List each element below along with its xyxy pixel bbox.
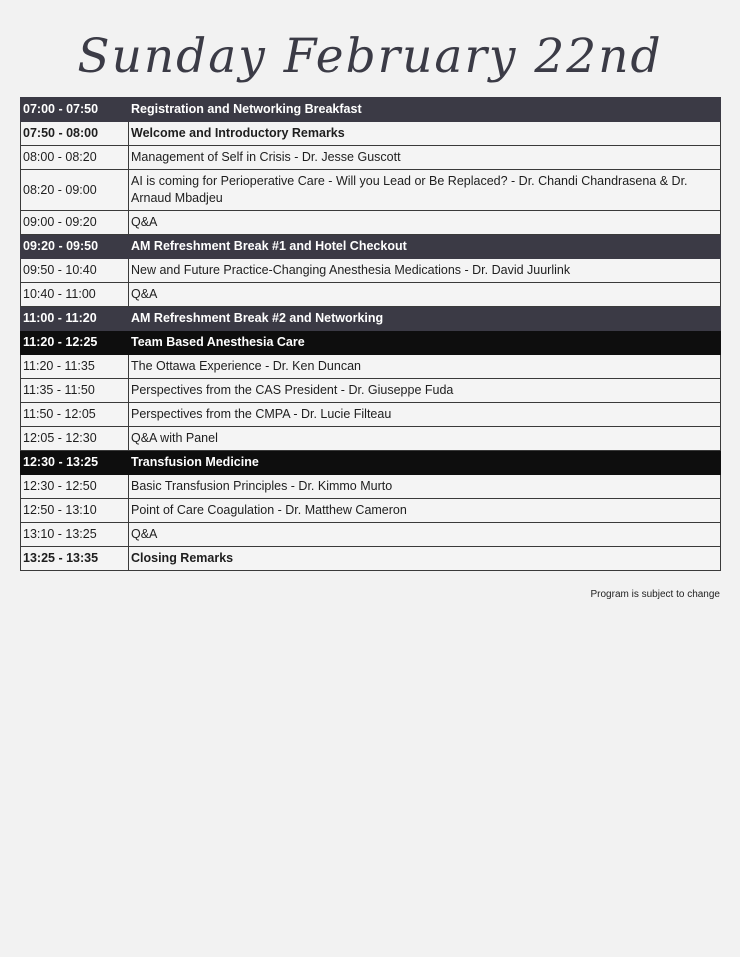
table-row — [21, 259, 721, 283]
session-cell: AI is coming for Perioperative Care - Will you Lead or Be Replaced? - Dr. Chandi Chandrasena & Dr. Arnaud Mbadjeu — [129, 170, 721, 211]
time-cell: 12:50 - 13:10 — [21, 499, 129, 523]
table-row — [21, 547, 721, 571]
session-cell: Transfusion Medicine — [129, 451, 721, 475]
time-cell: 12:30 - 12:50 — [21, 475, 129, 499]
table-row — [21, 122, 721, 146]
time-cell: 13:25 - 13:35 — [21, 547, 129, 571]
session-cell: Perspectives from the CAS President - Dr. Giuseppe Fuda — [129, 379, 721, 403]
session-cell: Q&A — [129, 283, 721, 307]
session-cell: Q&A — [129, 523, 721, 547]
table-row — [21, 283, 721, 307]
page-title: Sunday February 22nd — [77, 29, 663, 84]
schedule-table — [20, 97, 721, 571]
time-cell: 08:20 - 09:00 — [21, 170, 129, 211]
time-cell: 09:00 - 09:20 — [21, 211, 129, 235]
table-row — [21, 475, 721, 499]
time-cell: 13:10 - 13:25 — [21, 523, 129, 547]
time-cell: 10:40 - 11:00 — [21, 283, 129, 307]
table-row — [21, 427, 721, 451]
session-cell: Q&A — [129, 211, 721, 235]
time-cell: 07:50 - 08:00 — [21, 122, 129, 146]
session-cell: AM Refreshment Break #1 and Hotel Checkout — [129, 235, 721, 259]
time-cell: 11:50 - 12:05 — [21, 403, 129, 427]
table-row — [21, 451, 721, 475]
table-row — [21, 211, 721, 235]
session-cell: Q&A with Panel — [129, 427, 721, 451]
session-cell: Registration and Networking Breakfast — [129, 98, 721, 122]
time-cell: 12:30 - 13:25 — [21, 451, 129, 475]
table-row — [21, 355, 721, 379]
table-row — [21, 331, 721, 355]
session-cell: Team Based Anesthesia Care — [129, 331, 721, 355]
time-cell: 09:50 - 10:40 — [21, 259, 129, 283]
session-cell: The Ottawa Experience - Dr. Ken Duncan — [129, 355, 721, 379]
disclaimer-note: Program is subject to change — [590, 589, 720, 600]
time-cell: 11:00 - 11:20 — [21, 307, 129, 331]
table-row — [21, 235, 721, 259]
table-row — [21, 146, 721, 170]
time-cell: 11:35 - 11:50 — [21, 379, 129, 403]
table-row — [21, 499, 721, 523]
time-cell: 09:20 - 09:50 — [21, 235, 129, 259]
session-cell: Welcome and Introductory Remarks — [129, 122, 721, 146]
table-row — [21, 523, 721, 547]
session-cell: Management of Self in Crisis - Dr. Jesse Guscott — [129, 146, 721, 170]
session-cell: AM Refreshment Break #2 and Networking — [129, 307, 721, 331]
table-row — [21, 170, 721, 211]
table-row — [21, 98, 721, 122]
table-row — [21, 379, 721, 403]
time-cell: 07:00 - 07:50 — [21, 98, 129, 122]
session-cell: Point of Care Coagulation - Dr. Matthew Cameron — [129, 499, 721, 523]
time-cell: 08:00 - 08:20 — [21, 146, 129, 170]
table-row — [21, 403, 721, 427]
table-row — [21, 307, 721, 331]
time-cell: 11:20 - 11:35 — [21, 355, 129, 379]
session-cell: Perspectives from the CMPA - Dr. Lucie Filteau — [129, 403, 721, 427]
session-cell: New and Future Practice-Changing Anesthesia Medications - Dr. David Juurlink — [129, 259, 721, 283]
session-cell: Basic Transfusion Principles - Dr. Kimmo Murto — [129, 475, 721, 499]
session-cell: Closing Remarks — [129, 547, 721, 571]
time-cell: 12:05 - 12:30 — [21, 427, 129, 451]
time-cell: 11:20 - 12:25 — [21, 331, 129, 355]
